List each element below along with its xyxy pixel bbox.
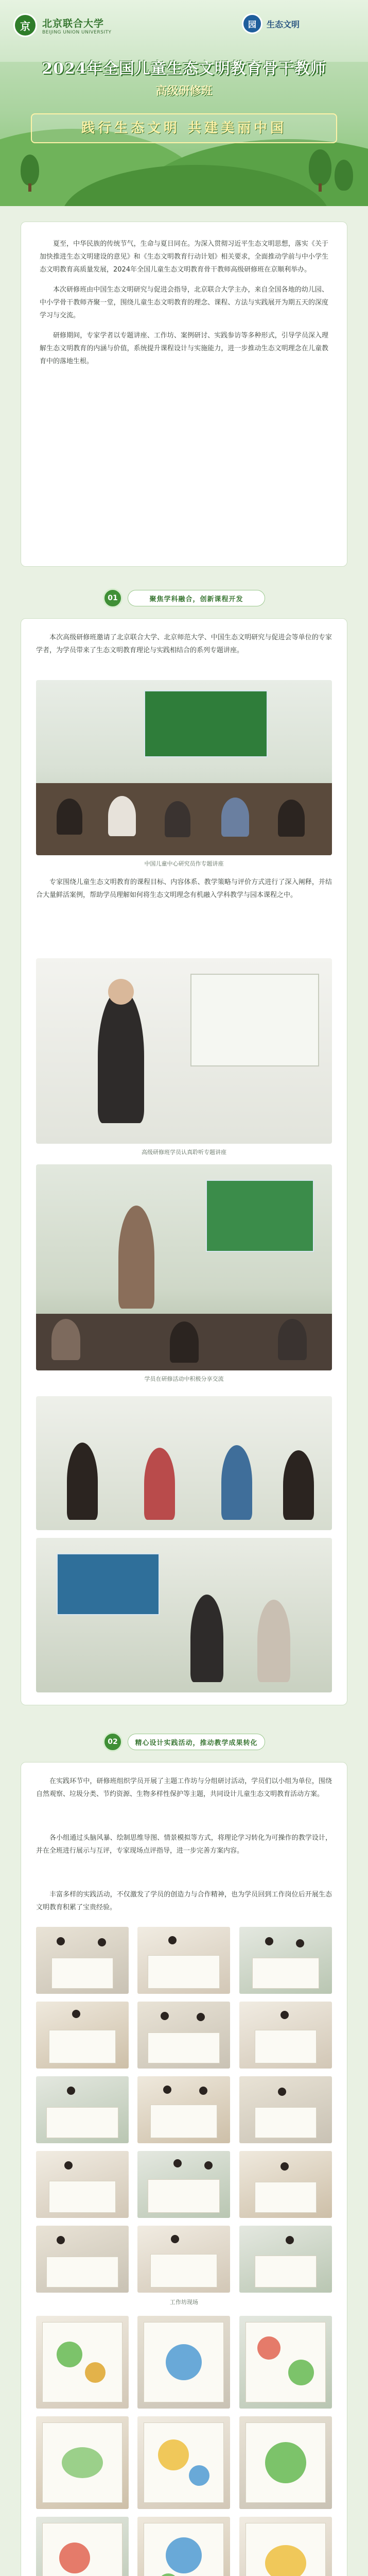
workshop-photo xyxy=(137,2076,230,2143)
section-paragraph: 本次高级研修班邀请了北京联合大学、北京师范大学、中国生态文明研究与促进会等单位的专家学者，为学员带来了生态文明教育理论与实践相结合的系列专题讲座。 xyxy=(36,634,332,654)
worksheet xyxy=(255,2256,317,2287)
workshop-photo xyxy=(36,2002,129,2069)
drawing-shape xyxy=(62,2447,103,2478)
drawing-shape xyxy=(57,2342,82,2367)
participant-head xyxy=(161,2012,169,2020)
photo-caption: 工作坊现场 xyxy=(170,2299,198,2306)
workshop-photo xyxy=(137,2151,230,2218)
worksheet xyxy=(148,2179,220,2213)
participant-head xyxy=(265,1937,273,1945)
presenter-person xyxy=(118,1206,154,1309)
audience-person xyxy=(221,798,249,837)
participant-person xyxy=(67,1443,98,1520)
drawing-shape xyxy=(265,2442,306,2483)
photo-caption: 中国儿童中心研究员作专题讲座 xyxy=(144,860,224,867)
speaker-person xyxy=(98,989,144,1123)
workshop-photo xyxy=(36,2076,129,2143)
participant-head xyxy=(286,2236,294,2244)
photo-caption: 高级研修班学员认真聆听专题讲座 xyxy=(142,1149,226,1156)
workshop-photo xyxy=(137,2226,230,2293)
drawing-shape xyxy=(85,2362,106,2383)
worksheet xyxy=(150,2254,217,2287)
banner-title: 2024年全国儿童生态文明教育骨干教师 xyxy=(42,60,326,78)
sharing-photo xyxy=(36,1164,332,1370)
section-number-badge: 01 xyxy=(103,588,122,608)
workshop-photo xyxy=(36,1927,129,1994)
participant-head xyxy=(197,2013,205,2021)
worksheet xyxy=(49,2181,116,2213)
section-heading xyxy=(103,1731,265,1753)
section-paragraph: 在实践环节中，研修班组织学员开展了主题工作坊与分组研讨活动，学员们以小组为单位，围绕自然观察、垃圾分类、节约资源、生物多样性保护等主题，共同设计儿童生态文明教育活动方案。 xyxy=(36,1777,332,1798)
participant-head xyxy=(278,2088,286,2096)
speaker-head xyxy=(108,979,134,1005)
audience-person xyxy=(278,800,305,837)
participant-head xyxy=(281,2011,289,2019)
tree-icon xyxy=(309,149,331,185)
audience-person xyxy=(165,801,190,837)
artwork-photo xyxy=(239,2517,332,2576)
audience-person xyxy=(51,1319,80,1360)
participant-head xyxy=(173,2159,182,2167)
workshop-photo xyxy=(239,1927,332,1994)
artwork-photo xyxy=(239,2316,332,2409)
workshop-photo xyxy=(239,2151,332,2218)
drawing-shape xyxy=(288,2360,314,2385)
worksheet xyxy=(150,2105,217,2138)
header-banner xyxy=(0,0,368,206)
participant-head xyxy=(199,2087,207,2095)
worksheet xyxy=(51,1958,113,1989)
section-heading xyxy=(103,587,265,609)
artwork-photo xyxy=(36,2517,129,2576)
artwork-photo xyxy=(137,2517,230,2576)
worksheet xyxy=(148,1955,220,1989)
audience-person xyxy=(170,1321,199,1363)
banner-slogan: 践行生态文明 共建美丽中国 xyxy=(31,113,337,143)
school-name-en: BEIJING UNION UNIVERSITY xyxy=(42,29,112,35)
section-title: 精心设计实践活动，推动教学成果转化 xyxy=(128,1734,265,1750)
partner-emblem-icon: 园 xyxy=(242,13,262,34)
whiteboard xyxy=(190,974,319,1066)
artwork-photo xyxy=(137,2316,230,2409)
partner-logo xyxy=(242,13,300,34)
section-paragraph: 专家围绕儿童生态文明教育的课程目标、内容体系、教学策略与评价方式进行了深入阐释，并结合大量鲜活案例，帮助学员理解如何将生态文明理念有机融入学科教学与园本课程之中。 xyxy=(36,878,332,899)
school-logo xyxy=(13,13,111,37)
intro-paragraph: 本次研修班由中国生态文明研究与促进会指导，北京联合大学主办，来自全国各地的幼儿园、中小学骨干教师齐聚一堂，围绕儿童生态文明教育的理念、课程、方法与实践展开为期五天的深度学习与交流。 xyxy=(40,286,328,319)
worksheet xyxy=(252,1958,319,1989)
workshop-photo xyxy=(137,1927,230,1994)
worksheet xyxy=(148,2032,220,2063)
participant-head xyxy=(98,1938,106,1946)
tree-trunk xyxy=(319,183,322,192)
artwork-photo xyxy=(36,2316,129,2409)
participant-head xyxy=(204,2161,213,2170)
audience-person xyxy=(278,1319,307,1360)
participant-head xyxy=(57,2236,65,2244)
workshop-photo xyxy=(239,2002,332,2069)
artwork-sheet xyxy=(246,2322,326,2402)
participant-head xyxy=(281,2162,289,2171)
projector-screen xyxy=(144,690,268,757)
participant-person xyxy=(190,1595,223,1682)
audience-person xyxy=(57,799,82,835)
drawing-shape xyxy=(189,2465,209,2486)
speaker-photo xyxy=(36,958,332,1144)
projector-screen xyxy=(57,1553,160,1615)
projector-screen xyxy=(206,1180,314,1252)
artwork-sheet xyxy=(42,2322,122,2402)
photo-caption: 学员在研修活动中积极分享交流 xyxy=(144,1376,224,1382)
participant-head xyxy=(57,1937,65,1945)
participant-head xyxy=(67,2087,75,2095)
classroom-photo xyxy=(36,1396,332,1530)
tree-icon xyxy=(21,155,39,185)
intro-card xyxy=(21,222,347,567)
school-name: 北京联合大学 xyxy=(42,18,104,29)
drawing-shape xyxy=(59,2543,90,2573)
worksheet xyxy=(46,2107,118,2138)
participant-head xyxy=(163,2086,171,2094)
partner-name: 生态文明 xyxy=(267,19,300,29)
workshop-photo xyxy=(239,2076,332,2143)
worksheet xyxy=(255,2182,317,2213)
participant-head xyxy=(72,2010,80,2018)
audience-person xyxy=(108,796,136,836)
artwork-photo xyxy=(239,2416,332,2509)
worksheet xyxy=(46,2257,118,2287)
school-emblem-icon: 京 xyxy=(13,13,37,37)
workshop-photo xyxy=(137,2002,230,2069)
banner-subtitle: 高级研修班 xyxy=(155,85,213,98)
section-title: 聚焦学科融合，创新课程开发 xyxy=(128,590,265,606)
tree-trunk xyxy=(28,183,31,192)
intro-paragraph: 夏至，中华民族的传统节气，生命与夏日同在。为深入贯彻习近平生态文明思想，落实《关于加快推进生态文明建设的意见》和《生态文明教育行动计划》相关要求，全面推动学前与中小学生态文明教育高质量发展，2024年全国儿童生态文明教育骨干教师高级研修班在京顺利举办。 xyxy=(40,240,328,274)
participant-head xyxy=(168,1936,177,1944)
participant-person xyxy=(221,1445,252,1520)
participant-person xyxy=(257,1600,290,1682)
section-paragraph: 各小组通过头脑风暴、绘制思维导图、情景模拟等方式，将理论学习转化为可操作的教学设计，并在全班进行展示与互评，专家现场点评指导，进一步完善方案内容。 xyxy=(36,1834,332,1855)
drawing-shape xyxy=(166,2344,202,2380)
participant-head xyxy=(64,2161,73,2170)
intro-paragraph: 研修期间，专家学者以专题讲座、工作坊、案例研讨、实践参访等多种形式，引导学员深入理解生态文明教育的内涵与价值，系统提升课程设计与实施能力，进一步推动生态文明理念在儿童教育中的落地生根。 xyxy=(40,332,328,365)
worksheet xyxy=(255,2030,317,2063)
workshop-photo xyxy=(239,2226,332,2293)
drawing-shape xyxy=(257,2336,281,2360)
artwork-photo xyxy=(137,2416,230,2509)
artwork-photo xyxy=(36,2416,129,2509)
lecture-photo xyxy=(36,680,332,855)
participant-head xyxy=(296,1939,304,1947)
workshop-photo xyxy=(36,2151,129,2218)
worksheet xyxy=(49,2030,116,2063)
workshop-photo xyxy=(36,2226,129,2293)
tree-icon xyxy=(335,160,353,191)
participant-head xyxy=(171,2235,179,2243)
section-number-badge: 02 xyxy=(103,1732,122,1752)
drawing-shape xyxy=(166,2537,202,2573)
participant-person xyxy=(283,1450,314,1520)
discussion-photo xyxy=(36,1538,332,1692)
participant-person xyxy=(144,1448,175,1520)
section-paragraph: 丰富多样的实践活动，不仅激发了学员的创造力与合作精神，也为学员回到工作岗位后开展生态文明教育积累了宝贵经验。 xyxy=(36,1891,332,1911)
worksheet xyxy=(255,2107,317,2138)
drawing-shape xyxy=(158,2439,189,2470)
